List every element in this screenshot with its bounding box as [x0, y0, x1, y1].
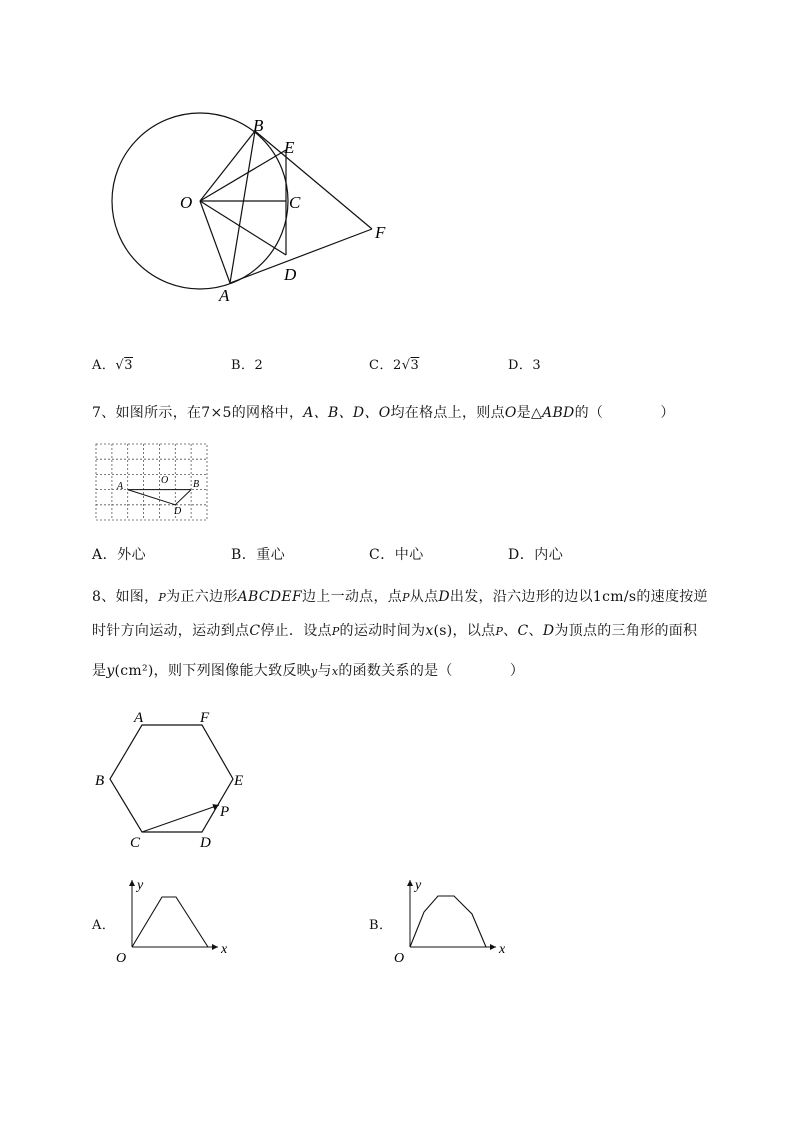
q6-circle-figure [100, 105, 410, 315]
hex-label-e: E [234, 773, 244, 789]
grid-label-o: O [161, 475, 169, 486]
q8-stem-line3: 是y(cm²)，则下列图像能大致反映y与x的函数关系的是（ ） [92, 663, 525, 679]
q8-option-b-label: B． [369, 918, 393, 933]
q7-stem: 7、如图所示，在7×5的网格中，A、B、D、O均在格点上，则点O是△ABD的（ ） [92, 405, 675, 421]
grid-label-a: A [117, 481, 124, 492]
svg-text:y: y [415, 878, 422, 893]
hex-label-c: C [130, 835, 141, 851]
q6-option-b: B．2 [231, 358, 264, 373]
svg-text:y: y [137, 878, 144, 893]
label-c: C [289, 193, 301, 212]
q8-stem-line1: 8、如图，P为正六边形ABCDEF边上一动点，点P从点D出发，沿六边形的边以1cm/s的速度按逆 [92, 589, 708, 605]
label-b: B [253, 116, 264, 135]
svg-text:O: O [394, 951, 405, 964]
label-d: D [284, 265, 297, 284]
q6-option-a: A．√3 [92, 358, 133, 373]
label-e: E [284, 138, 295, 157]
q8-graph-a [112, 874, 236, 964]
label-a: A [219, 286, 230, 305]
hex-label-f: F [200, 710, 210, 726]
q8-graph-b [390, 874, 514, 964]
hex-label-p: P [220, 804, 230, 820]
sqrt-symbol: √ [115, 358, 125, 373]
q7-option-d: D．内心 [508, 547, 564, 563]
label-o: O [180, 193, 193, 212]
svg-text:O: O [116, 951, 127, 964]
hex-label-a: A [134, 710, 144, 726]
svg-text:x: x [221, 942, 228, 957]
q8-stem-line2: 时针方向运动，运动到点C停止．设点P的运动时间为x(s)，以点P、C、D为顶点的三角形的面积 [92, 623, 698, 639]
label-f: F [375, 223, 386, 242]
sqrt-symbol: √ [401, 358, 411, 373]
q6-option-c: C．2√3 [369, 358, 420, 373]
q8-hexagon-figure [92, 704, 262, 854]
svg-text:x: x [499, 942, 506, 957]
q6-option-d: D．3 [508, 358, 542, 373]
q8-option-a-label: A． [92, 918, 116, 933]
graph-a-curve [132, 897, 208, 947]
q7-option-a: A．外心 [92, 547, 147, 563]
hex-label-d: D [200, 835, 211, 851]
grid-label-b: B [193, 479, 200, 490]
graph-b-curve [410, 896, 486, 947]
grid-label-d: D [174, 506, 182, 517]
q7-grid-figure [94, 442, 210, 524]
q7-option-c: C．中心 [369, 547, 424, 563]
hex-label-b: B [95, 773, 105, 789]
q7-option-b: B．重心 [231, 547, 286, 563]
